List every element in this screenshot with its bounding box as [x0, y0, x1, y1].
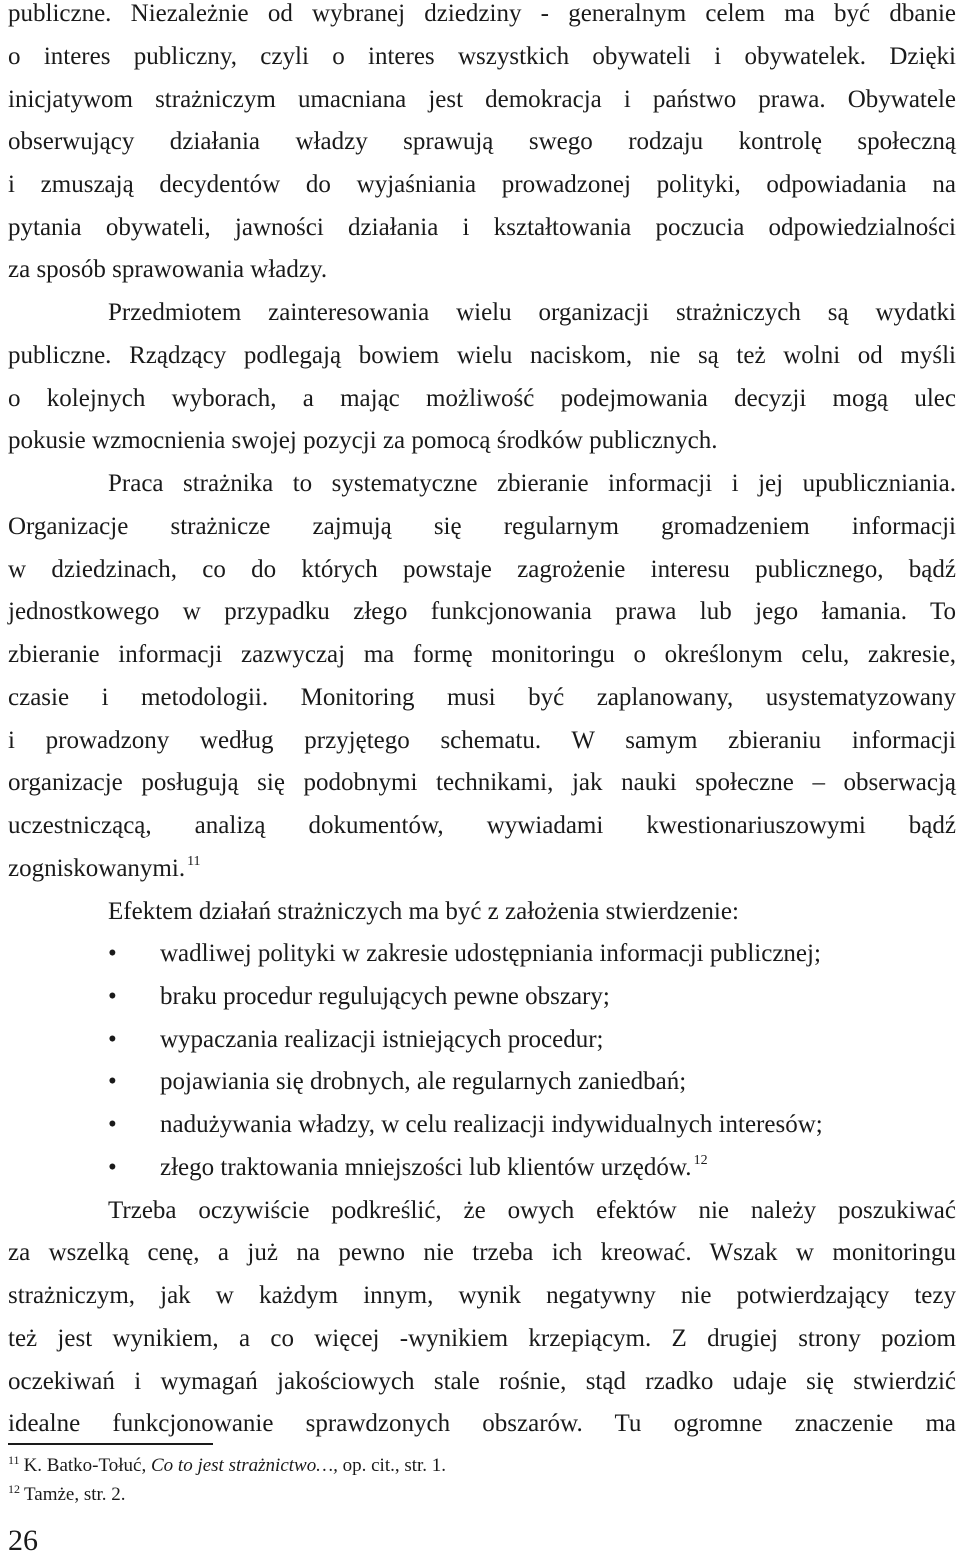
text-line: publiczne. Rządzący podlegają bowiem wielu naciskom, nie są też wolni od myśli: [8, 342, 956, 369]
text-line: jednostkowego w przypadku złego funkcjonowania prawa lub jego łamania. To: [8, 598, 956, 625]
text-line: pytania obywateli, jawności działania i kształtowania poczucia odpowiedzialności: [8, 214, 956, 241]
text-line: czasie i metodologii. Monitoring musi być zaplanowany, usystematyzowany: [8, 684, 956, 711]
list-intro: Efektem działań strażniczych ma być z założenia stwierdzenie:: [108, 898, 739, 925]
text-line: o interes publiczny, czyli o interes wszystkich obywateli i obywatelek. Dzięki: [8, 43, 956, 70]
list-item-with-footnote: [160, 1154, 708, 1182]
bullet-icon: •: [108, 1026, 117, 1053]
text-line-with-footnote: [8, 855, 956, 883]
text-line: i prowadzony według przyjętego schematu. W samym zbieraniu informacji: [8, 727, 956, 754]
footnote-ref-12[interactable]: 12: [693, 1153, 708, 1168]
list-item: wypaczania realizacji istniejących procedur;: [160, 1026, 604, 1053]
text-line: i zmuszają decydentów do wyjaśniania prowadzonej polityki, odpowiadania na: [8, 171, 956, 198]
text-line: za sposób sprawowania władzy.: [8, 256, 328, 283]
list-item: złego traktowania mniejszości lub klientów urzędów.: [160, 1154, 692, 1181]
list-item: wadliwej polityki w zakresie udostępniania informacji publicznej;: [160, 940, 821, 967]
text-line: publiczne. Niezależnie od wybranej dziedziny - generalnym celem ma być dbanie: [8, 0, 956, 27]
text-line: uczestniczącą, analizą dokumentów, wywiadami kwestionariuszowymi bądź: [8, 812, 956, 839]
text-line: Przedmiotem zainteresowania wielu organizacji strażniczych są wydatki: [108, 299, 956, 326]
footnote-ref-11[interactable]: 11: [187, 854, 201, 869]
text-line: pokusie wzmocnienia swojej pozycji za pomocą środków publicznych.: [8, 427, 718, 454]
text-line: zbieranie informacji zazwyczaj ma formę monitoringu o określonym celu, zakresie,: [8, 641, 956, 668]
text-line: też jest wynikiem, a co więcej -wynikiem krzepiącym. Z drugiej strony poziom: [8, 1325, 956, 1352]
text-line: Organizacje strażnicze zajmują się regularnym gromadzeniem informacji: [8, 513, 956, 540]
bullet-icon: •: [108, 983, 117, 1010]
text-line: oczekiwań i wymagań jakościowych stale rośnie, stąd rzadko udaje się stwierdzić: [8, 1368, 956, 1395]
bullet-icon: •: [108, 940, 117, 967]
text-line: inicjatywom strażniczym umacniana jest demokracja i państwo prawa. Obywatele: [8, 86, 956, 113]
footnote-11: [8, 1455, 446, 1477]
text-line: strażniczym, jak w każdym innym, wynik negatywny nie potwierdzający tezy: [8, 1282, 956, 1309]
list-item: nadużywania władzy, w celu realizacji indywidualnych interesów;: [160, 1111, 823, 1138]
text-line: w dziedzinach, co do których powstaje zagrożenie interesu publicznego, bądź: [8, 556, 956, 583]
text-line: zogniskowanymi.: [8, 855, 186, 882]
footnote-title: Co to jest strażnictwo…,: [151, 1455, 338, 1476]
text-line: organizacje posługują się podobnymi technikami, jak nauki społeczne – obserwacją: [8, 769, 956, 796]
bullet-icon: •: [108, 1068, 117, 1095]
list-item: pojawiania się drobnych, ale regularnych zaniedbań;: [160, 1068, 687, 1095]
footnote-text: op. cit., str. 1.: [337, 1455, 447, 1476]
footnote-text: Tamże, str. 2.: [24, 1484, 126, 1505]
footnote-number: 12: [8, 1482, 20, 1496]
text-line: za wszelką cenę, a już na pewno nie trzeba ich kreować. Wszak w monitoringu: [8, 1239, 956, 1266]
text-line: Trzeba oczywiście podkreślić, że owych efektów nie należy poszukiwać: [108, 1197, 956, 1224]
bullet-icon: •: [108, 1111, 117, 1138]
page-number: 26: [8, 1524, 38, 1557]
footnote-divider: [8, 1443, 213, 1445]
footnote-number: 11: [8, 1453, 20, 1467]
text-line: Praca strażnika to systematyczne zbieranie informacji i jej upubliczniania.: [108, 470, 956, 497]
text-line: o kolejnych wyborach, a mając możliwość podejmowania decyzji mogą ulec: [8, 385, 956, 412]
text-line: obserwujący działania władzy sprawują swego rodzaju kontrolę społeczną: [8, 128, 956, 155]
text-line: idealne funkcjonowanie sprawdzonych obszarów. Tu ogromne znaczenie ma: [8, 1410, 956, 1437]
list-item: braku procedur regulujących pewne obszary;: [160, 983, 610, 1010]
bullet-icon: •: [108, 1154, 117, 1181]
footnote-12: [8, 1484, 126, 1506]
footnote-text: K. Batko-Tołuć,: [23, 1455, 151, 1476]
